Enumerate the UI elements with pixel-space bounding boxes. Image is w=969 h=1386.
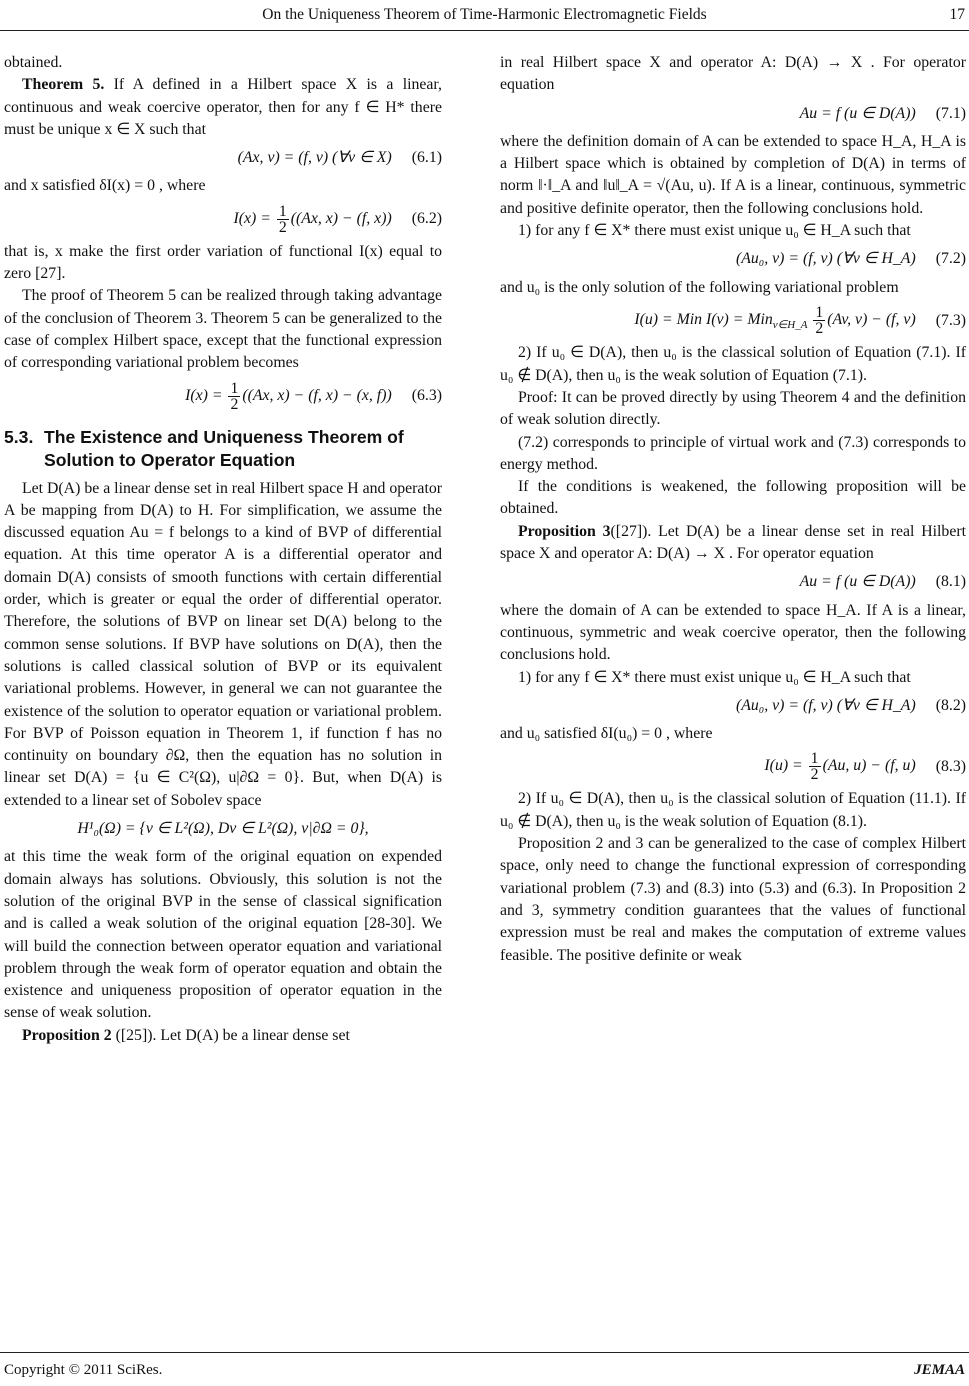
- equation-body: H¹₀(Ω) = {v ∈ L²(Ω), Dv ∈ L²(Ω), v|∂Ω = 0},: [77, 820, 369, 838]
- equation-body: I(x) = $\frac{1}{2}$ ((Ax, x) − (f, x) − (x, f)): [185, 379, 392, 413]
- proposition-label: Proposition 2: [22, 1026, 112, 1044]
- paragraph: Proposition 2 and 3 can be generalized to the case of complex Hilbert space, only need to change the functional expression of corresponding variational problem (7.3) and (8.3) into (5.3) and (6.3). In Proposition 2 and 3, symmetry condition guarantees that the values of functional expression must be real and makes the computation of extreme values feasible. The positive definite or weak: [500, 835, 966, 964]
- paragraph: at this time the weak form of the original equation on expended domain always has solutions. Obviously, this solution is not the solution of the original BVP in the sense of classical signification and is called a weak solution of the original equation [28-30]. We will build the connection between operator equation and variational problem through the weak form of operator equation and obtain the existence and uniqueness proposition of operator equation in the sense of weak solution.: [4, 848, 442, 1022]
- header-rule: [0, 30, 969, 31]
- equation-number: (6.3): [411, 386, 442, 404]
- proposition-text: ([25]). Let D(A) be a linear dense set: [115, 1026, 350, 1044]
- paragraph: The proof of Theorem 5 can be realized through taking advantage of the conclusion of Theorem 3. Theorem 5 can be generalized to the case of complex Hilbert space, except that the functional expression of corresponding variational problem becomes: [4, 287, 442, 372]
- paragraph: Let D(A) be a linear dense set in real Hilbert space H and operator A be mapping from D(A) to H. For simplification, we assume the discussed equation Au = f belongs to a kind of BVP of differential equation. At this time operator A is a differential operator and domain D(A) consists of smooth functions with certain differential order, which is greater or equal the order of differential operator. Therefore, the solutions of BVP on linear set D(A) belong to the common sense solutions. If BVP have solutions on D(A), then the solutions is called classical solution of BVP or its equivalent variational problems. However, in general we can not guarantee the existence of the solution to operator equation or variational problem. For BVP of Poisson equation in Theorem 1, if function f has no continuity on boundary ∂Ω, then the equation has no solution in linear set D(A) = {u ∈ C²(Ω), u|∂Ω = 0}. But, when D(A) is extended to a linear set of Sobolev space: [4, 479, 442, 809]
- equation-number: (6.2): [411, 210, 442, 228]
- equation-6-1: [4, 147, 442, 169]
- paragraph: 2) If u₀ ∈ D(A), then u₀ is the classical solution of Equation (11.1). If u₀ ∉ D(A), then u₀ is the weak solution of Equation (8.1).: [500, 790, 966, 830]
- paragraph: and x satisfied δI(x) = 0 , where: [4, 177, 206, 195]
- proposition-2: [4, 1025, 442, 1047]
- equation-7-1: [500, 103, 966, 125]
- theorem-text: If A defined in a Hilbert space X is a linear, continuous and weak coercive operator, then for any f ∈ H* there must be unique x ∈ X such that: [4, 76, 442, 138]
- equation-body: (Au₀, v) = (f, v) (∀v ∈ H_A): [735, 696, 916, 714]
- proposition-label: Proposition 3: [518, 522, 611, 540]
- paragraph: 1) for any f ∈ X* there must exist unique u₀ ∈ H_A such that: [518, 222, 911, 240]
- page-number: 17: [949, 6, 965, 23]
- proposition-text: ([27]). Let D(A) be a linear dense set in real Hilbert space X and operator A: D(A) → X . For operator equation: [500, 522, 966, 563]
- equation-number: (6.1): [411, 149, 442, 167]
- theorem-5: [4, 74, 442, 141]
- paragraph: in real Hilbert space X and operator A: D(A) → X . For operator equation: [500, 54, 966, 94]
- paragraph: obtained.: [4, 54, 63, 71]
- paragraph: Proof: It can be proved directly by using Theorem 4 and the definition of weak solution directly.: [500, 388, 966, 429]
- equation-body: I(u) = Min I(v) = Min$_{v\in H\_A}$ $\frac{1}{2}$ (Av, v) − (f, v): [634, 303, 916, 337]
- paragraph: and u₀ satisfied δI(u₀) = 0 , where: [500, 725, 713, 743]
- equation-body: (Au₀, v) = (f, v) (∀v ∈ H_A): [735, 250, 916, 268]
- equation-body: I(u) = $\frac{1}{2}$ (Au, u) − (f, u): [764, 750, 916, 784]
- theorem-label: Theorem 5.: [22, 76, 105, 94]
- fraction: $\frac{1}{2}$: [810, 750, 819, 784]
- right-column: [500, 52, 966, 967]
- paragraph: 1) for any f ∈ X* there must exist unique u₀ ∈ H_A such that: [518, 668, 911, 686]
- equation-7-2: [500, 248, 966, 270]
- proposition-3: [500, 521, 966, 566]
- paragraph: If the conditions is weakened, the following proposition will be obtained.: [500, 478, 966, 518]
- equation-number: (7.3): [935, 311, 966, 329]
- equation-8-2: [500, 695, 966, 717]
- fraction: $\frac{1}{2}$: [815, 303, 824, 337]
- equation-number: (7.2): [935, 250, 966, 268]
- equation-body: Au = f (u ∈ D(A)): [799, 104, 916, 122]
- equation-number: (8.1): [935, 573, 966, 591]
- equation-number: (8.3): [935, 757, 966, 775]
- equation-6-2: [4, 204, 442, 235]
- paragraph: and u₀ is the only solution of the following variational problem: [500, 278, 899, 296]
- paragraph: where the definition domain of A can be extended to space H_A, H_A is a Hilbert space which is obtained by completion of D(A) in terms of norm ‖·‖_A and ‖u‖_A = √(Au, u). If A is a linear, continuous, symmetric and positive definite operator, then the following conclusions hold.: [500, 132, 966, 217]
- fraction: $\frac{1}{2}$: [278, 202, 287, 236]
- footer-rule: [0, 1352, 969, 1353]
- equation-body: (Ax, v) = (f, v) (∀v ∈ X): [237, 149, 392, 167]
- equation-8-1: [500, 571, 966, 593]
- copyright: Copyright © 2011 SciRes.: [4, 1362, 163, 1378]
- equation-sobolev: [4, 818, 442, 840]
- paragraph: where the domain of A can be extended to space H_A. If A is a linear, continuous, symmetric and weak coercive operator, then the following conclusions hold.: [500, 601, 966, 664]
- equation-8-3: [500, 751, 966, 782]
- paragraph: (7.2) corresponds to principle of virtual work and (7.3) corresponds to energy method.: [500, 433, 966, 473]
- equation-body: I(x) = $\frac{1}{2}$ ((Ax, x) − (f, x)): [233, 202, 392, 236]
- equation-body: Au = f (u ∈ D(A)): [799, 573, 916, 591]
- journal-name: JEMAA: [914, 1362, 965, 1378]
- section-heading: 5.3. The Existence and Uniqueness Theorem of Solution to Operator Equation: [4, 426, 404, 470]
- fraction: $\frac{1}{2}$: [230, 379, 239, 413]
- running-title: On the Uniqueness Theorem of Time-Harmonic Electromagnetic Fields: [262, 6, 707, 23]
- equation-number: (7.1): [935, 104, 966, 122]
- paragraph: that is, x make the first order variation of functional I(x) equal to zero [27].: [4, 242, 442, 283]
- equation-6-3: [4, 381, 442, 412]
- left-column: [4, 52, 442, 1047]
- equation-7-3: [500, 305, 966, 336]
- equation-number: (8.2): [935, 696, 966, 714]
- paragraph: 2) If u₀ ∈ D(A), then u₀ is the classical solution of Equation (7.1). If u₀ ∉ D(A), then u₀ is the weak solution of Equation (7.1).: [500, 344, 966, 384]
